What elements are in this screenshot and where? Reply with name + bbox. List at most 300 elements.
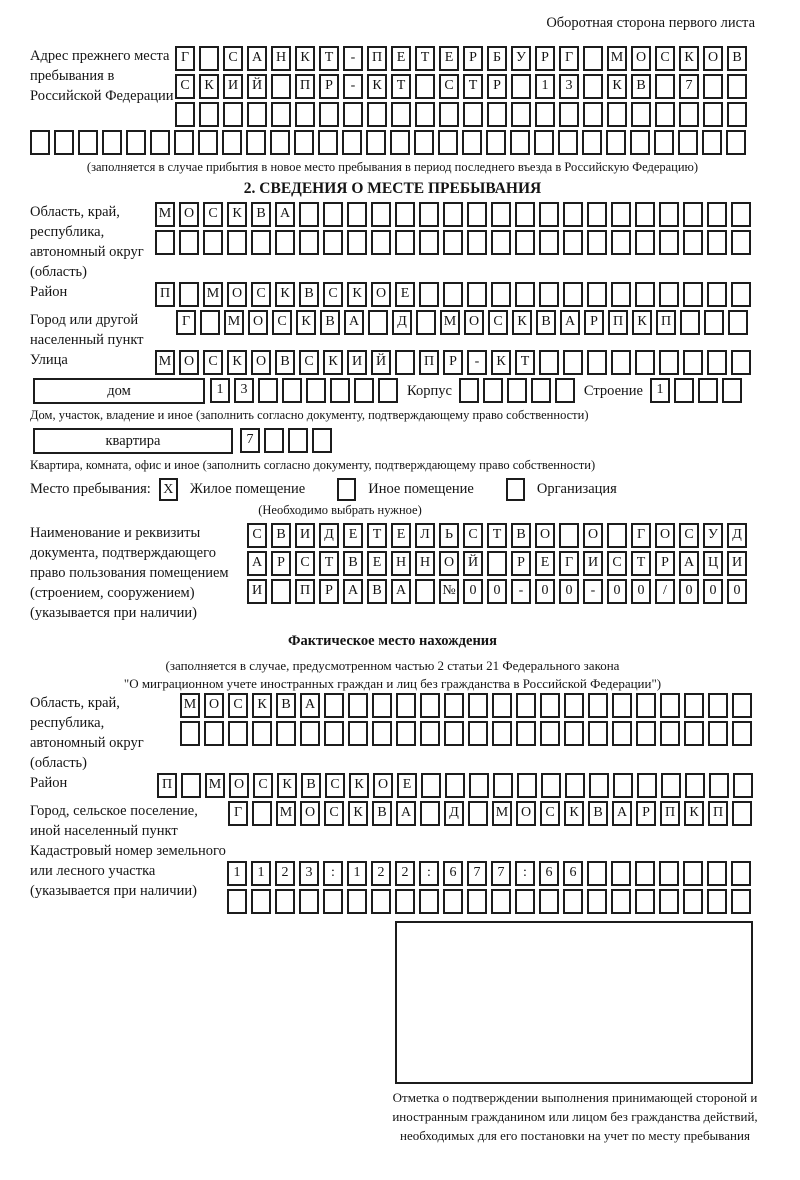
char-cell[interactable] (295, 102, 315, 127)
char-cell[interactable] (707, 230, 727, 255)
char-cell[interactable]: С (223, 46, 243, 71)
char-cell[interactable] (607, 523, 627, 548)
char-cell[interactable] (420, 693, 440, 718)
char-cell[interactable] (391, 102, 411, 127)
char-cell[interactable] (611, 230, 631, 255)
char-cell[interactable]: С (253, 773, 273, 798)
char-cell[interactable]: В (727, 46, 747, 71)
char-cell[interactable]: О (655, 523, 675, 548)
char-cell[interactable] (371, 202, 391, 227)
char-cell[interactable]: У (511, 46, 531, 71)
char-cell[interactable]: Й (371, 350, 391, 375)
char-cell[interactable]: Ц (703, 551, 723, 576)
char-cell[interactable]: А (612, 801, 632, 826)
char-cell[interactable]: П (419, 350, 439, 375)
char-cell[interactable] (683, 282, 703, 307)
char-cell[interactable] (683, 202, 703, 227)
char-cell[interactable] (251, 230, 271, 255)
char-cell[interactable] (607, 102, 627, 127)
char-cell[interactable]: С (325, 773, 345, 798)
char-cell[interactable] (348, 721, 368, 746)
char-cell[interactable] (707, 202, 727, 227)
char-cell[interactable] (258, 378, 278, 403)
char-cell[interactable] (30, 130, 50, 155)
char-cell[interactable]: В (299, 282, 319, 307)
char-cell[interactable] (702, 130, 722, 155)
char-cell[interactable] (420, 721, 440, 746)
char-cell[interactable]: 3 (559, 74, 579, 99)
char-cell[interactable]: 0 (487, 579, 507, 604)
char-cell[interactable] (707, 889, 727, 914)
char-cell[interactable]: Е (391, 523, 411, 548)
char-cell[interactable]: М (607, 46, 627, 71)
char-cell[interactable] (635, 202, 655, 227)
char-cell[interactable]: Р (511, 551, 531, 576)
char-cell[interactable] (491, 889, 511, 914)
char-cell[interactable]: С (439, 74, 459, 99)
char-cell[interactable]: С (299, 350, 319, 375)
char-cell[interactable] (467, 889, 487, 914)
char-cell[interactable]: П (157, 773, 177, 798)
char-cell[interactable] (155, 230, 175, 255)
char-cell[interactable] (468, 801, 488, 826)
char-cell[interactable] (493, 773, 513, 798)
char-cell[interactable]: М (155, 202, 175, 227)
char-cell[interactable]: 1 (347, 861, 367, 886)
char-cell[interactable]: К (684, 801, 704, 826)
char-cell[interactable] (541, 773, 561, 798)
char-cell[interactable] (539, 282, 559, 307)
char-cell[interactable] (491, 230, 511, 255)
char-cell[interactable]: П (155, 282, 175, 307)
char-cell[interactable] (371, 889, 391, 914)
char-cell[interactable] (683, 350, 703, 375)
char-cell[interactable]: С (488, 310, 508, 335)
char-cell[interactable]: Г (175, 46, 195, 71)
char-cell[interactable]: К (607, 74, 627, 99)
char-cell[interactable]: О (583, 523, 603, 548)
char-cell[interactable] (587, 230, 607, 255)
char-cell[interactable] (276, 721, 296, 746)
char-cell[interactable] (659, 861, 679, 886)
char-cell[interactable] (271, 102, 291, 127)
char-cell[interactable] (199, 102, 219, 127)
char-cell[interactable]: № (439, 579, 459, 604)
char-cell[interactable]: С (679, 523, 699, 548)
char-cell[interactable] (703, 102, 723, 127)
char-cell[interactable] (674, 378, 694, 403)
char-cell[interactable]: А (300, 693, 320, 718)
char-cell[interactable] (181, 773, 201, 798)
char-cell[interactable] (684, 693, 704, 718)
char-cell[interactable]: Д (319, 523, 339, 548)
char-cell[interactable] (613, 773, 633, 798)
char-cell[interactable]: 1 (535, 74, 555, 99)
char-cell[interactable] (635, 350, 655, 375)
char-cell[interactable]: К (564, 801, 584, 826)
char-cell[interactable]: П (608, 310, 628, 335)
char-cell[interactable]: В (271, 523, 291, 548)
char-cell[interactable]: Т (367, 523, 387, 548)
char-cell[interactable] (659, 202, 679, 227)
char-cell[interactable]: 0 (535, 579, 555, 604)
char-cell[interactable]: 6 (539, 861, 559, 886)
char-cell[interactable]: О (179, 202, 199, 227)
char-cell[interactable] (347, 230, 367, 255)
char-cell[interactable]: 7 (679, 74, 699, 99)
char-cell[interactable] (227, 230, 247, 255)
char-cell[interactable]: О (631, 46, 651, 71)
char-cell[interactable] (587, 861, 607, 886)
char-cell[interactable]: П (295, 74, 315, 99)
char-cell[interactable]: Т (631, 551, 651, 576)
char-cell[interactable]: 0 (703, 579, 723, 604)
checkbox-other-premises[interactable] (337, 478, 356, 501)
char-cell[interactable] (252, 801, 272, 826)
char-cell[interactable]: М (440, 310, 460, 335)
char-cell[interactable] (540, 721, 560, 746)
char-cell[interactable] (606, 130, 626, 155)
char-cell[interactable]: О (371, 282, 391, 307)
char-cell[interactable] (707, 350, 727, 375)
char-cell[interactable] (275, 230, 295, 255)
char-cell[interactable]: Г (559, 46, 579, 71)
char-cell[interactable]: Л (415, 523, 435, 548)
char-cell[interactable] (655, 102, 675, 127)
char-cell[interactable] (318, 130, 338, 155)
char-cell[interactable]: А (396, 801, 416, 826)
char-cell[interactable]: В (320, 310, 340, 335)
char-cell[interactable] (588, 693, 608, 718)
char-cell[interactable] (492, 721, 512, 746)
char-cell[interactable] (126, 130, 146, 155)
char-cell[interactable] (563, 230, 583, 255)
char-cell[interactable] (299, 230, 319, 255)
char-cell[interactable] (731, 230, 751, 255)
char-cell[interactable]: Р (319, 74, 339, 99)
char-cell[interactable]: Ь (439, 523, 459, 548)
checkbox-residential[interactable]: X (159, 478, 178, 501)
char-cell[interactable] (372, 721, 392, 746)
char-cell[interactable]: П (367, 46, 387, 71)
char-cell[interactable]: Р (584, 310, 604, 335)
char-cell[interactable]: К (512, 310, 532, 335)
char-cell[interactable] (319, 102, 339, 127)
char-cell[interactable] (679, 102, 699, 127)
char-cell[interactable]: 6 (563, 861, 583, 886)
char-cell[interactable]: К (348, 801, 368, 826)
char-cell[interactable] (491, 202, 511, 227)
char-cell[interactable]: А (344, 310, 364, 335)
char-cell[interactable]: Н (391, 551, 411, 576)
char-cell[interactable] (439, 102, 459, 127)
char-cell[interactable]: А (560, 310, 580, 335)
char-cell[interactable]: О (464, 310, 484, 335)
char-cell[interactable]: 0 (727, 579, 747, 604)
char-cell[interactable]: О (251, 350, 271, 375)
char-cell[interactable]: В (536, 310, 556, 335)
char-cell[interactable]: К (275, 282, 295, 307)
char-cell[interactable]: К (491, 350, 511, 375)
char-cell[interactable]: О (703, 46, 723, 71)
char-cell[interactable]: Т (515, 350, 535, 375)
char-cell[interactable] (611, 350, 631, 375)
char-cell[interactable] (635, 889, 655, 914)
char-cell[interactable] (459, 378, 479, 403)
char-cell[interactable] (444, 721, 464, 746)
char-cell[interactable]: В (275, 350, 295, 375)
char-cell[interactable] (367, 102, 387, 127)
char-cell[interactable]: П (708, 801, 728, 826)
char-cell[interactable] (270, 130, 290, 155)
char-cell[interactable] (733, 773, 753, 798)
char-cell[interactable] (443, 230, 463, 255)
char-cell[interactable] (531, 378, 551, 403)
char-cell[interactable] (611, 202, 631, 227)
char-cell[interactable] (539, 202, 559, 227)
char-cell[interactable] (565, 773, 585, 798)
char-cell[interactable] (368, 310, 388, 335)
char-cell[interactable] (589, 773, 609, 798)
char-cell[interactable] (507, 378, 527, 403)
char-cell[interactable] (564, 721, 584, 746)
char-cell[interactable]: М (203, 282, 223, 307)
char-cell[interactable] (587, 282, 607, 307)
char-cell[interactable] (678, 130, 698, 155)
char-cell[interactable] (306, 378, 326, 403)
char-cell[interactable]: О (439, 551, 459, 576)
char-cell[interactable] (487, 551, 507, 576)
char-cell[interactable] (555, 378, 575, 403)
char-cell[interactable] (516, 721, 536, 746)
char-cell[interactable]: И (347, 350, 367, 375)
char-cell[interactable] (419, 230, 439, 255)
char-cell[interactable] (516, 693, 536, 718)
char-cell[interactable]: С (247, 523, 267, 548)
char-cell[interactable]: В (588, 801, 608, 826)
char-cell[interactable] (563, 889, 583, 914)
char-cell[interactable] (559, 523, 579, 548)
char-cell[interactable]: А (391, 579, 411, 604)
char-cell[interactable] (395, 202, 415, 227)
char-cell[interactable]: : (323, 861, 343, 886)
char-cell[interactable] (685, 773, 705, 798)
char-cell[interactable] (731, 282, 751, 307)
char-cell[interactable]: М (492, 801, 512, 826)
char-cell[interactable] (703, 74, 723, 99)
char-cell[interactable]: Р (487, 74, 507, 99)
char-cell[interactable]: С (251, 282, 271, 307)
char-cell[interactable] (511, 74, 531, 99)
char-cell[interactable]: Е (439, 46, 459, 71)
char-cell[interactable] (707, 861, 727, 886)
char-cell[interactable] (563, 202, 583, 227)
char-cell[interactable] (247, 102, 267, 127)
char-cell[interactable]: Т (463, 74, 483, 99)
char-cell[interactable]: К (679, 46, 699, 71)
char-cell[interactable] (312, 428, 332, 453)
char-cell[interactable] (517, 773, 537, 798)
char-cell[interactable]: 7 (491, 861, 511, 886)
char-cell[interactable] (731, 350, 751, 375)
char-cell[interactable] (227, 889, 247, 914)
char-cell[interactable] (680, 310, 700, 335)
char-cell[interactable]: Д (727, 523, 747, 548)
char-cell[interactable]: 2 (395, 861, 415, 886)
char-cell[interactable] (583, 102, 603, 127)
char-cell[interactable]: И (295, 523, 315, 548)
char-cell[interactable] (102, 130, 122, 155)
char-cell[interactable] (203, 230, 223, 255)
char-cell[interactable]: С (203, 202, 223, 227)
char-cell[interactable]: К (277, 773, 297, 798)
char-cell[interactable]: 2 (275, 861, 295, 886)
char-cell[interactable]: : (515, 861, 535, 886)
char-cell[interactable] (78, 130, 98, 155)
char-cell[interactable] (468, 693, 488, 718)
char-cell[interactable] (415, 74, 435, 99)
char-cell[interactable] (300, 721, 320, 746)
char-cell[interactable] (468, 721, 488, 746)
char-cell[interactable]: К (199, 74, 219, 99)
char-cell[interactable]: Г (631, 523, 651, 548)
char-cell[interactable] (371, 230, 391, 255)
char-cell[interactable] (271, 579, 291, 604)
char-cell[interactable]: 7 (467, 861, 487, 886)
char-cell[interactable] (443, 202, 463, 227)
char-cell[interactable] (539, 889, 559, 914)
char-cell[interactable]: Д (444, 801, 464, 826)
char-cell[interactable]: Й (463, 551, 483, 576)
char-cell[interactable]: С (607, 551, 627, 576)
char-cell[interactable] (683, 889, 703, 914)
char-cell[interactable]: 0 (631, 579, 651, 604)
char-cell[interactable]: Г (176, 310, 196, 335)
char-cell[interactable] (659, 230, 679, 255)
char-cell[interactable]: Т (415, 46, 435, 71)
char-cell[interactable] (731, 202, 751, 227)
char-cell[interactable]: В (343, 551, 363, 576)
char-cell[interactable] (348, 693, 368, 718)
char-cell[interactable] (726, 130, 746, 155)
char-cell[interactable] (246, 130, 266, 155)
char-cell[interactable] (655, 74, 675, 99)
char-cell[interactable]: М (155, 350, 175, 375)
char-cell[interactable] (395, 350, 415, 375)
char-cell[interactable]: О (204, 693, 224, 718)
char-cell[interactable] (324, 693, 344, 718)
char-cell[interactable]: Н (415, 551, 435, 576)
char-cell[interactable] (636, 693, 656, 718)
char-cell[interactable] (635, 230, 655, 255)
char-cell[interactable]: К (295, 46, 315, 71)
char-cell[interactable]: О (248, 310, 268, 335)
char-cell[interactable]: - (583, 579, 603, 604)
char-cell[interactable] (179, 282, 199, 307)
char-cell[interactable] (414, 130, 434, 155)
char-cell[interactable] (582, 130, 602, 155)
char-cell[interactable]: Д (392, 310, 412, 335)
char-cell[interactable]: 1 (210, 378, 230, 403)
char-cell[interactable] (445, 773, 465, 798)
char-cell[interactable] (222, 130, 242, 155)
char-cell[interactable] (707, 282, 727, 307)
char-cell[interactable] (727, 102, 747, 127)
char-cell[interactable] (728, 310, 748, 335)
char-cell[interactable] (150, 130, 170, 155)
char-cell[interactable]: О (229, 773, 249, 798)
char-cell[interactable]: 3 (299, 861, 319, 886)
char-cell[interactable]: М (224, 310, 244, 335)
char-cell[interactable]: 1 (227, 861, 247, 886)
char-cell[interactable] (659, 282, 679, 307)
char-cell[interactable] (324, 721, 344, 746)
char-cell[interactable] (299, 889, 319, 914)
char-cell[interactable] (200, 310, 220, 335)
char-cell[interactable]: Й (247, 74, 267, 99)
char-cell[interactable] (659, 350, 679, 375)
char-cell[interactable] (698, 378, 718, 403)
char-cell[interactable] (732, 801, 752, 826)
char-cell[interactable]: А (247, 46, 267, 71)
char-cell[interactable] (330, 378, 350, 403)
char-cell[interactable]: 0 (607, 579, 627, 604)
char-cell[interactable] (54, 130, 74, 155)
char-cell[interactable] (419, 282, 439, 307)
char-cell[interactable]: П (660, 801, 680, 826)
char-cell[interactable] (511, 102, 531, 127)
char-cell[interactable]: К (227, 202, 247, 227)
char-cell[interactable] (421, 773, 441, 798)
char-cell[interactable]: А (275, 202, 295, 227)
char-cell[interactable]: С (323, 282, 343, 307)
char-cell[interactable] (275, 889, 295, 914)
char-cell[interactable]: К (323, 350, 343, 375)
char-cell[interactable]: Т (319, 46, 339, 71)
char-cell[interactable] (611, 889, 631, 914)
char-cell[interactable]: Н (271, 46, 291, 71)
char-cell[interactable] (282, 378, 302, 403)
char-cell[interactable]: В (631, 74, 651, 99)
char-cell[interactable] (563, 282, 583, 307)
char-cell[interactable]: 2 (371, 861, 391, 886)
char-cell[interactable] (559, 102, 579, 127)
char-cell[interactable]: К (227, 350, 247, 375)
char-cell[interactable]: С (228, 693, 248, 718)
char-cell[interactable] (395, 230, 415, 255)
char-cell[interactable] (492, 693, 512, 718)
char-cell[interactable] (396, 693, 416, 718)
char-cell[interactable]: К (296, 310, 316, 335)
char-cell[interactable]: 0 (463, 579, 483, 604)
char-cell[interactable]: М (180, 693, 200, 718)
char-cell[interactable]: : (419, 861, 439, 886)
char-cell[interactable]: А (343, 579, 363, 604)
char-cell[interactable]: М (205, 773, 225, 798)
char-cell[interactable] (583, 46, 603, 71)
char-cell[interactable] (659, 889, 679, 914)
char-cell[interactable]: 1 (251, 861, 271, 886)
char-cell[interactable] (366, 130, 386, 155)
char-cell[interactable] (611, 861, 631, 886)
char-cell[interactable] (179, 230, 199, 255)
char-cell[interactable]: О (373, 773, 393, 798)
char-cell[interactable] (323, 230, 343, 255)
char-cell[interactable]: С (203, 350, 223, 375)
char-cell[interactable] (732, 693, 752, 718)
char-cell[interactable] (419, 202, 439, 227)
char-cell[interactable] (535, 102, 555, 127)
